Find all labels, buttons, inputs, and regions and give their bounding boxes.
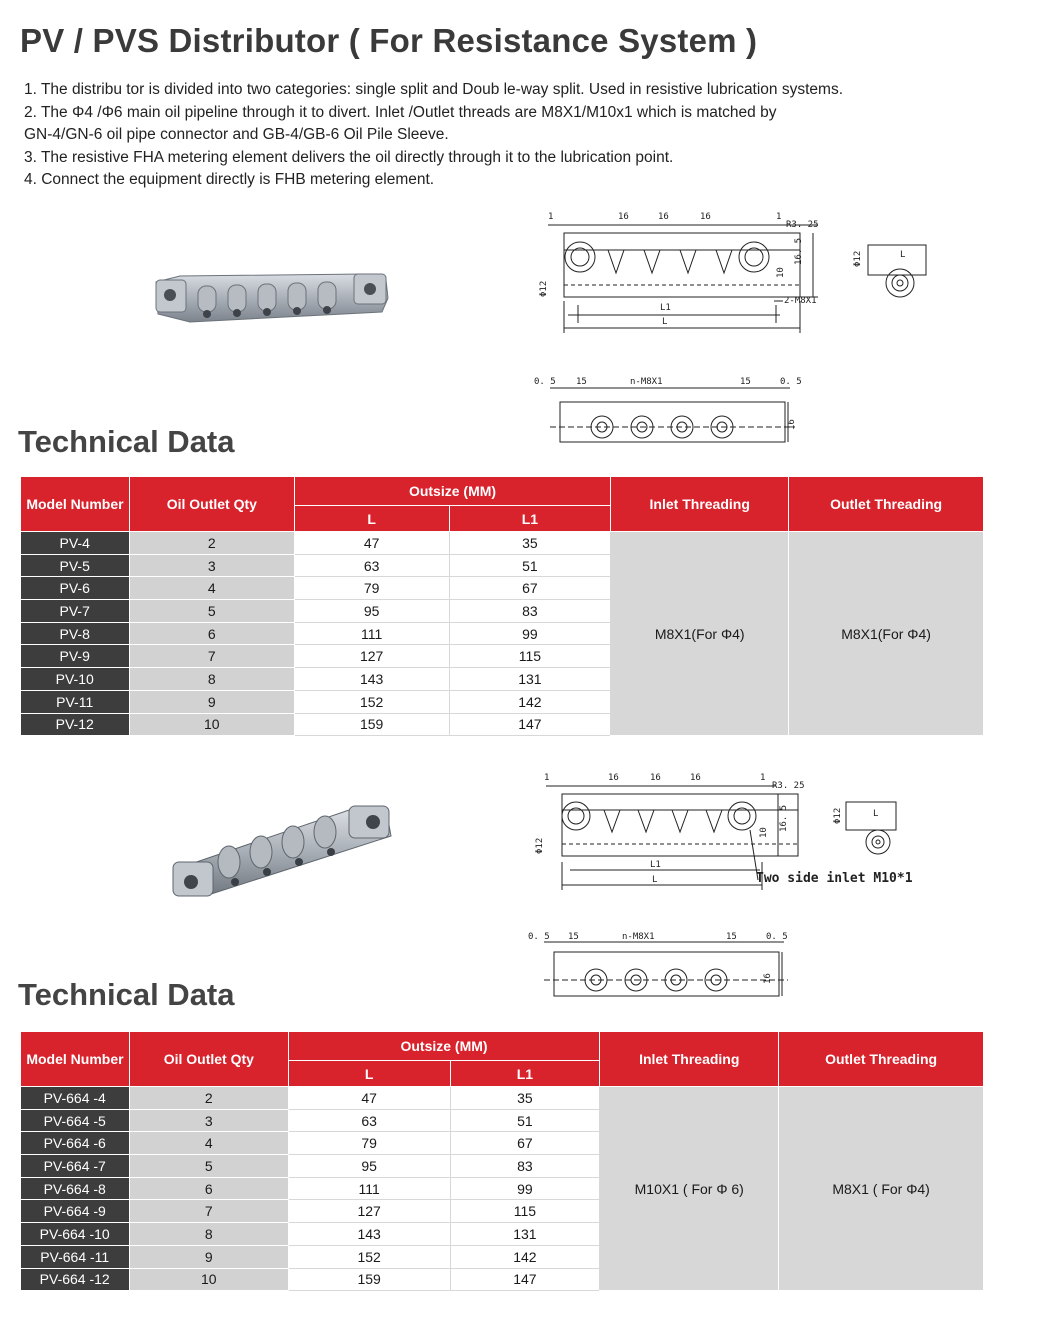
cell-outlet: M8X1(For Φ4) [789,532,984,736]
dimension-drawing-pv [528,205,928,340]
cell-model: PV-664 -10 [21,1223,130,1246]
cell-l1: 131 [450,1223,600,1246]
dim-label: 16 [618,212,629,222]
header-l1: L1 [450,1061,600,1087]
cell-oil: 9 [129,690,294,713]
cell-oil: 10 [129,1268,288,1291]
cell-l1: 35 [450,1087,600,1110]
dim-label: 1 [544,773,550,783]
dim-label: R3. 25 [772,781,805,791]
cell-l1: 142 [450,1245,600,1268]
dim-label: 0. 5 [528,932,550,942]
cell-l1: 83 [449,600,611,623]
dim-label: 16 [608,773,619,783]
cell-l: 95 [288,1155,450,1178]
dim-label: 15 [740,377,751,387]
intro-line: 4. Connect the equipment directly is FHB metering element. [24,171,435,189]
header-outlet: Outlet Threading [789,477,984,532]
cell-l: 47 [288,1087,450,1110]
cell-l: 159 [294,713,449,736]
table-row [21,1087,984,1110]
intro-line: 2. The Φ4 /Φ6 main oil pipeline through it to divert. Inlet /Outlet threads are M8X1/M10x1 which is matched by [24,103,777,121]
dimension-drawing-pv-664 [528,770,928,895]
dim-label: L1 [660,303,671,313]
cell-oil: 4 [129,1132,288,1155]
inlet-note: Two side inlet M10*1 [756,871,913,886]
header-model: Model Number [21,477,130,532]
cell-oil: 6 [129,622,294,645]
header-l: L [288,1061,450,1087]
header-oil-outlet: Oil Outlet Qty [129,477,294,532]
intro-line: GN-4/GN-6 oil pipe connector and GB-4/GB-6 Oil Pile Sleeve. [24,126,449,144]
cell-inlet: M10X1 ( For Φ 6) [600,1087,779,1291]
dim-label: 16. 5 [779,804,789,832]
cell-l1: 99 [450,1177,600,1200]
cell-oil: 9 [129,1245,288,1268]
cell-model: PV-7 [21,600,130,623]
dim-label: 0. 5 [534,377,556,387]
dim-label: 16. 5 [794,237,804,265]
cell-l: 79 [288,1132,450,1155]
cell-oil: 3 [129,1109,288,1132]
section-title-technical-data: Technical Data [18,424,235,459]
cell-model: PV-10 [21,668,130,691]
cell-l: 143 [288,1223,450,1246]
dim-label: 16 [787,419,797,430]
intro-line: 3. The resistive FHA metering element delivers the oil directly through it to the lubrication point. [24,148,674,166]
dim-label: 1 [776,212,782,222]
cell-l: 111 [294,622,449,645]
cell-oil: 5 [129,600,294,623]
cell-oil: 6 [129,1177,288,1200]
cell-model: PV-5 [21,554,130,577]
dim-label: Φ12 [853,250,863,267]
cell-l: 127 [288,1200,450,1223]
cell-l1: 115 [449,645,611,668]
cell-l: 143 [294,668,449,691]
bottom-view-drawing-pv [530,372,810,452]
cell-oil: 2 [129,1087,288,1110]
dim-label: 16 [700,212,711,222]
cell-l: 47 [294,532,449,555]
cell-oil: 3 [129,554,294,577]
header-inlet: Inlet Threading [611,477,789,532]
cell-l1: 142 [449,690,611,713]
cell-model: PV-4 [21,532,130,555]
cell-model: PV-664 -7 [21,1155,130,1178]
cell-l: 159 [288,1268,450,1291]
cell-model: PV-664 -5 [21,1109,130,1132]
table-row [21,532,984,555]
cell-oil: 2 [129,532,294,555]
cell-model: PV-6 [21,577,130,600]
cell-model: PV-664 -11 [21,1245,130,1268]
cell-oil: 4 [129,577,294,600]
cell-l1: 51 [449,554,611,577]
cell-l1: 147 [450,1268,600,1291]
cell-model: PV-9 [21,645,130,668]
cell-model: PV-664 -4 [21,1087,130,1110]
dim-label: L [662,317,668,327]
cell-l1: 131 [449,668,611,691]
cell-l1: 67 [450,1132,600,1155]
dim-label: 16 [650,773,661,783]
cell-l: 95 [294,600,449,623]
cell-l1: 115 [450,1200,600,1223]
header-l1: L1 [449,506,611,532]
header-oil-outlet: Oil Outlet Qty [129,1032,288,1087]
header-outsize: Outsize (MM) [288,1032,600,1061]
cell-l: 79 [294,577,449,600]
cell-model: PV-11 [21,690,130,713]
header-outlet: Outlet Threading [779,1032,984,1087]
section-title-technical-data: Technical Data [18,977,235,1012]
dim-label: L [873,809,879,819]
cell-l1: 35 [449,532,611,555]
cell-oil: 10 [129,713,294,736]
cell-model: PV-664 -8 [21,1177,130,1200]
header-inlet: Inlet Threading [600,1032,779,1087]
dim-label: n-M8X1 [622,932,655,942]
dim-label: L [900,250,906,260]
cell-model: PV-12 [21,713,130,736]
cell-l: 63 [288,1109,450,1132]
cell-outlet: M8X1 ( For Φ4) [779,1087,984,1291]
cell-l: 63 [294,554,449,577]
dim-label: 16 [763,973,773,984]
cell-l: 152 [294,690,449,713]
cell-l: 111 [288,1177,450,1200]
dim-label: 10 [776,267,786,278]
product-photo-pv [150,268,395,328]
technical-data-table-pv-664 [20,1031,984,1291]
cell-model: PV-664 -9 [21,1200,130,1223]
dim-label: 1 [760,773,766,783]
dim-label: 10 [759,827,769,838]
dim-label: R3. 25 [786,220,819,230]
cell-l1: 67 [449,577,611,600]
dim-label: L [652,875,658,885]
bottom-view-drawing-pv-664 [526,930,806,1005]
intro-line: 1. The distribu tor is divided into two categories: single split and Doub le-way split. Used in resistive lubrication systems. [24,81,844,98]
dim-label: 15 [726,932,737,942]
page-title: PV / PVS Distributor ( For Resistance System ) [20,22,758,59]
technical-data-table-pv [20,476,984,736]
cell-l: 127 [294,645,449,668]
product-photo-pv-664 [165,800,395,900]
intro-list [24,79,843,192]
cell-l: 152 [288,1245,450,1268]
dim-label: Φ12 [535,837,545,854]
cell-l1: 99 [449,622,611,645]
cell-oil: 7 [129,1200,288,1223]
header-model: Model Number [21,1032,130,1087]
cell-oil: 5 [129,1155,288,1178]
dim-label: 1 [548,212,554,222]
dim-label: L1 [650,860,661,870]
dim-label: 0. 5 [766,932,788,942]
cell-model: PV-8 [21,622,130,645]
cell-oil: 8 [129,1223,288,1246]
dim-label: Φ12 [539,280,549,297]
dim-label: n-M8X1 [630,377,663,387]
dim-label: 15 [576,377,587,387]
dim-label: 2-M8X1 [784,296,817,306]
dim-label: 16 [690,773,701,783]
cell-model: PV-664 -6 [21,1132,130,1155]
cell-oil: 7 [129,645,294,668]
header-outsize: Outsize (MM) [294,477,611,506]
cell-l1: 83 [450,1155,600,1178]
cell-inlet: M8X1(For Φ4) [611,532,789,736]
dim-label: 16 [658,212,669,222]
dim-label: 0. 5 [780,377,802,387]
cell-l1: 147 [449,713,611,736]
cell-model: PV-664 -12 [21,1268,130,1291]
cell-l1: 51 [450,1109,600,1132]
header-l: L [294,506,449,532]
dim-label: Φ12 [833,807,843,824]
dim-label: 15 [568,932,579,942]
cell-oil: 8 [129,668,294,691]
